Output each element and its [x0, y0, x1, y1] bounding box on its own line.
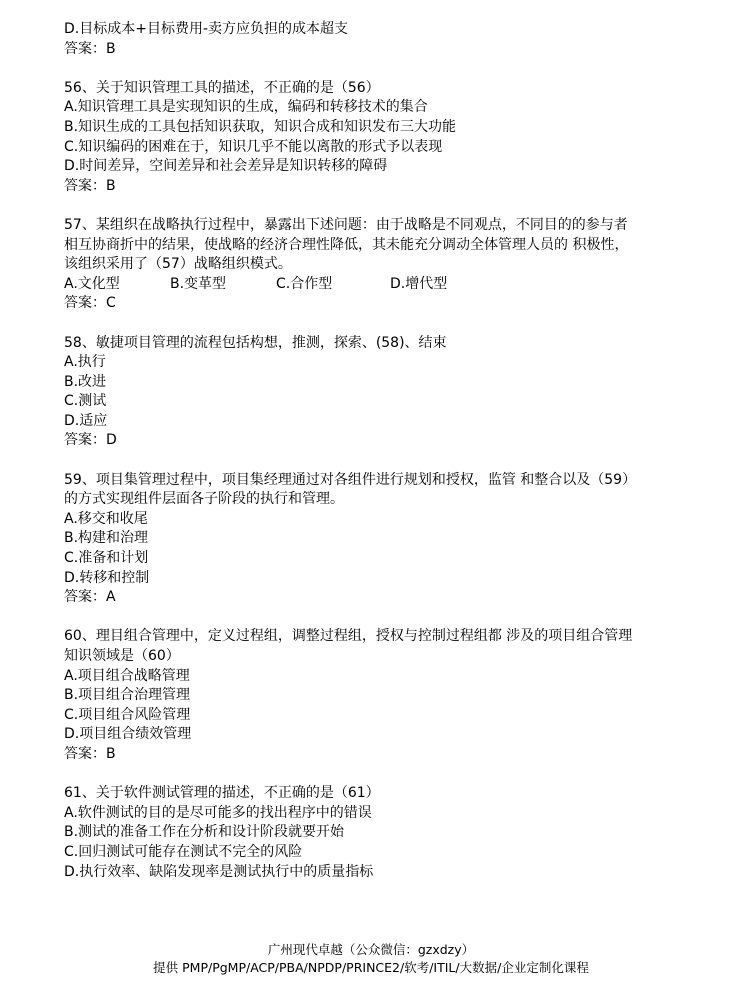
prev-option-d: D.目标成本+目标费用-卖方应负担的成本超支	[64, 21, 349, 37]
question-57-option-a: A.文化型	[64, 275, 120, 292]
document-body	[64, 20, 684, 882]
question-60-answer: 答案：B	[64, 745, 116, 762]
question-58-stem: 58、敏捷项目管理的流程包括构想，推测，探索、(58)、结束	[64, 334, 447, 351]
question-57-stem-line-3: 该组织采用了（57）战略组织模式。	[64, 256, 292, 273]
question-60-stem-line-2: 知识领域是（60）	[64, 648, 180, 664]
question-57-option-c: C.合作型	[276, 275, 333, 292]
question-57-stem-line-2: 相互协商折中的结果，使战略的经济合理性降低，其未能充分调动全体管理人员的 积极性，	[64, 236, 629, 253]
question-56-option-c: C.知识编码的困难在于，知识几乎不能以离散的形式予以表现	[64, 138, 443, 155]
question-61-stem: 61、关于软件测试管理的描述，不正确的是（61）	[64, 785, 380, 802]
question-56-answer: 答案：B	[64, 177, 116, 194]
spacer	[64, 59, 684, 79]
prev-answer: 答案：B	[64, 40, 116, 57]
question-60-option-a: A.项目组合战略管理	[64, 667, 190, 684]
question-61-option-d: D.执行效率、缺陷发现率是测试执行中的质量指标	[64, 863, 374, 880]
question-59-option-d: D.转移和控制	[64, 569, 150, 586]
question-57-option-d: D.增代型	[390, 275, 448, 292]
spacer	[64, 608, 684, 628]
question-60-option-b: B.项目组合治理管理	[64, 687, 191, 704]
spacer	[64, 765, 684, 785]
spacer	[64, 196, 684, 216]
question-60-option-d: D.项目组合绩效管理	[64, 726, 192, 743]
question-56-stem: 56、关于知识管理工具的描述，不正确的是（56）	[64, 79, 380, 96]
footer-courses: 提供 PMP/PgMP/ACP/PBA/NPDP/PRINCE2/软考/ITIL/大数据/企业定制化课程	[153, 960, 589, 975]
question-57-stem-line-1: 57、某组织在战略执行过程中，暴露出下述问题：由于战略是不同观点，不同目的的参与者	[64, 216, 628, 233]
question-57-options	[64, 275, 684, 295]
question-58-option-c: C.测试	[64, 393, 107, 410]
footer-company: 广州现代卓越（公众微信：gzxdzy）	[267, 942, 475, 957]
question-59-answer: 答案：A	[64, 589, 116, 606]
question-56-option-b: B.知识生成的工具包括知识获取，知识合成和知识发布三大功能	[64, 118, 457, 135]
question-60-stem-line-1: 60、理目组合管理中，定义过程组，调整过程组，授权与控制过程组都 涉及的项目组合管理	[64, 628, 633, 645]
question-60-option-c: C.项目组合风险管理	[64, 706, 191, 723]
question-59-option-a: A.移交和收尾	[64, 510, 148, 527]
question-58-option-b: B.改进	[64, 373, 107, 390]
question-56-option-d: D.时间差异，空间差异和社会差异是知识转移的障碍	[64, 158, 388, 175]
question-59-option-c: C.准备和计划	[64, 550, 149, 567]
question-61-option-c: C.回归测试可能存在测试不完全的风险	[64, 843, 303, 860]
spacer	[64, 451, 684, 471]
question-59-option-b: B.构建和治理	[64, 530, 149, 547]
question-58-option-a: A.执行	[64, 354, 106, 371]
question-61-option-a: A.软件测试的目的是尽可能多的找出程序中的错误	[64, 804, 372, 821]
question-59-stem-line-2: 的方式实现组件层面各子阶段的执行和管理。	[64, 491, 344, 508]
question-57-option-b: B.变革型	[170, 275, 227, 292]
spacer	[64, 314, 684, 334]
question-57-answer: 答案：C	[64, 295, 116, 312]
question-58-answer: 答案：D	[64, 432, 117, 449]
question-58-option-d: D.适应	[64, 412, 108, 429]
question-61-option-b: B.测试的准备工作在分析和设计阶段就要开始	[64, 824, 345, 841]
question-56-option-a: A.知识管理工具是实现知识的生成，编码和转移技术的集合	[64, 99, 428, 116]
question-59-stem-line-1: 59、项目集管理过程中，项目集经理通过对各组件进行规划和授权，监管 和整合以及（59）	[64, 471, 637, 488]
